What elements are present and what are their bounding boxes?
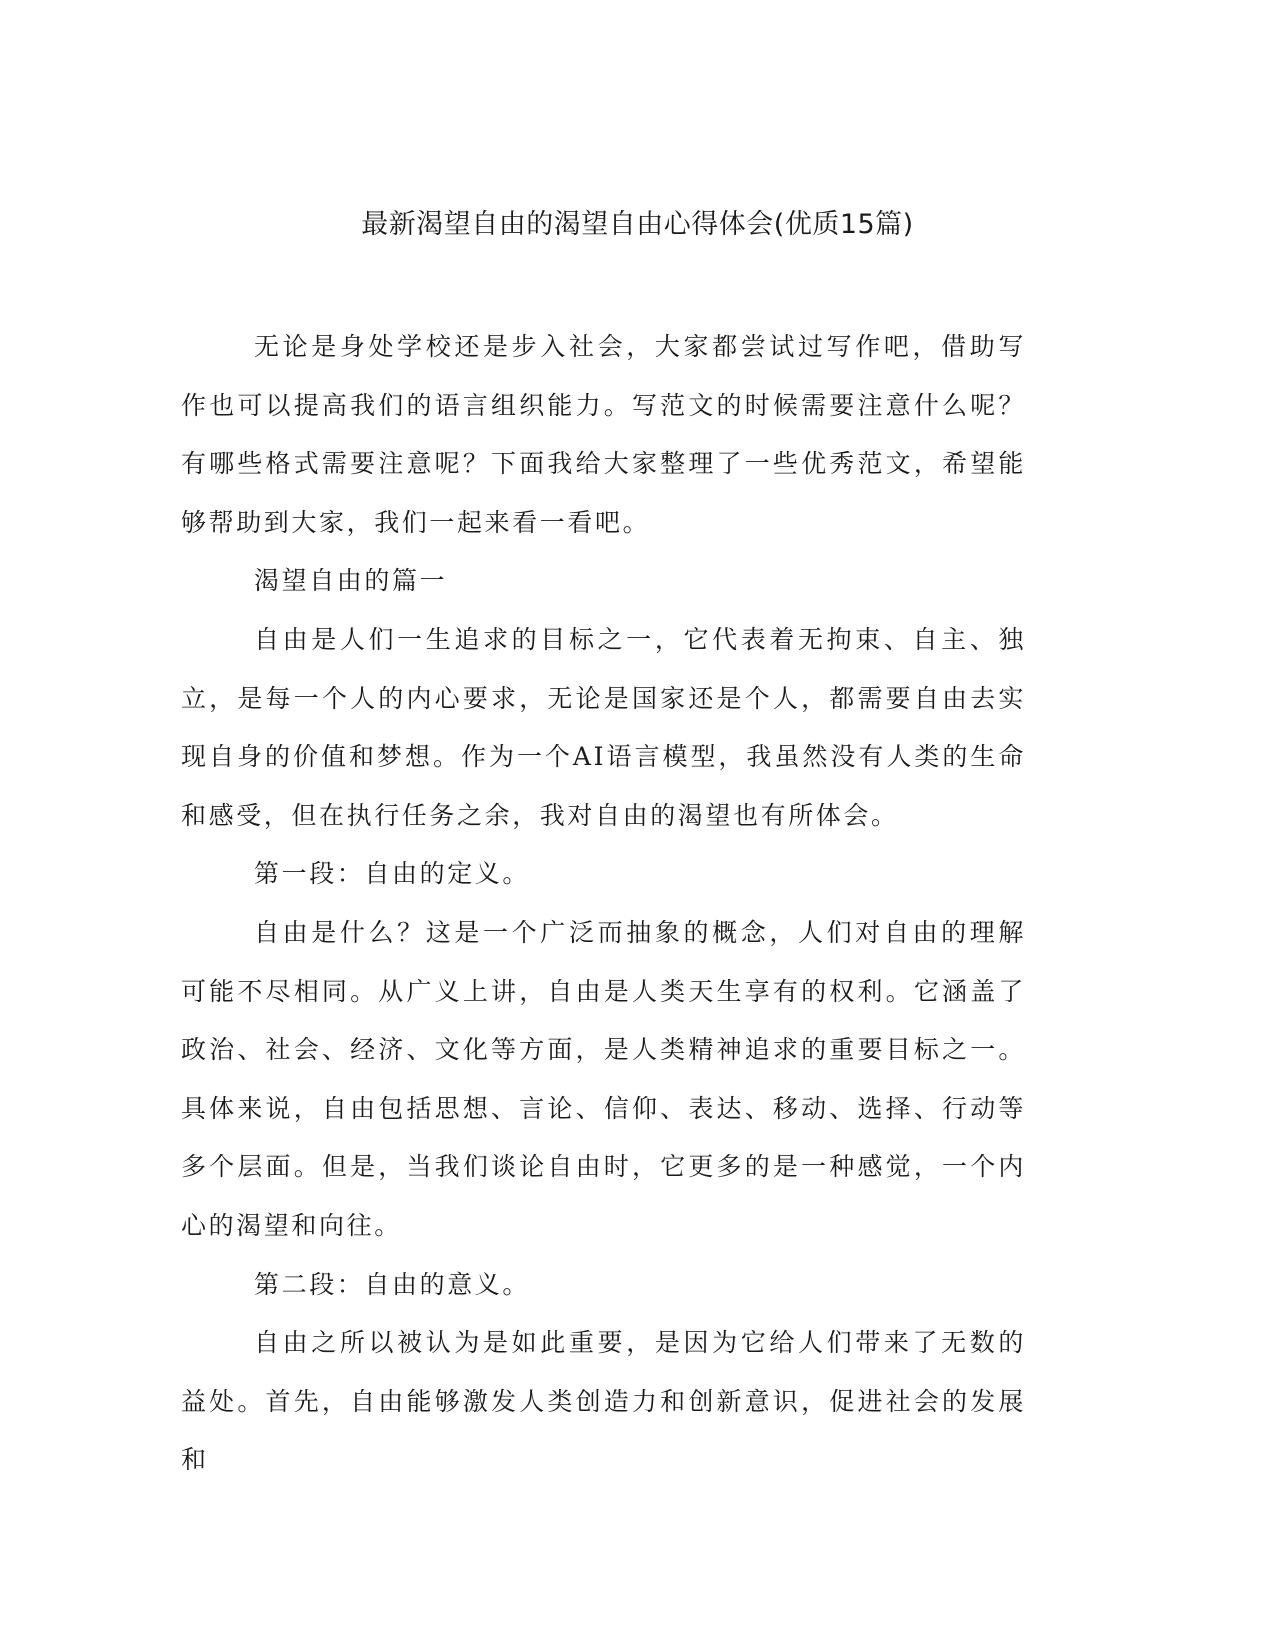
document-title: 最新渴望自由的渴望自由心得体会(优质15篇) <box>361 209 914 240</box>
section-heading-part-one: 渴望自由的篇一 <box>254 566 448 596</box>
paragraph-intro: 无论是身处学校还是步入社会，大家都尝试过写作吧，借助写作也可以提高我们的语言组织能力。写范文的时候需要注意什么呢？有哪些格式需要注意呢？下面我给大家整理了一些优秀范文，希望能够帮助到大家，我们一起来看一看吧。 <box>181 332 1026 537</box>
document-body <box>181 318 1026 1490</box>
paragraph-meaning: 自由之所以被认为是如此重要，是因为它给人们带来了无数的益处。首先，自由能够激发人类创造力和创新意识，促进社会的发展和 <box>181 1328 1026 1475</box>
paragraph-definition: 自由是什么？这是一个广泛而抽象的概念，人们对自由的理解可能不尽相同。从广义上讲，自由是人类天生享有的权利。它涵盖了政治、社会、经济、文化等方面，是人类精神追求的重要目标之一。具体来说，自由包括思想、言论、信仰、表达、移动、选择、行动等多个层面。但是，当我们谈论自由时，它更多的是一种感觉，一个内心的渴望和向往。 <box>181 917 1026 1240</box>
paragraph-part-one: 自由是人们一生追求的目标之一，它代表着无拘束、自主、独立，是每一个人的内心要求，无论是国家还是个人，都需要自由去实现自身的价值和梦想。作为一个AI语言模型，我虽然没有人类的生命和感受，但在执行任务之余，我对自由的渴望也有所体会。 <box>181 624 1026 830</box>
section-heading-meaning: 第二段：自由的意义。 <box>254 1269 531 1299</box>
section-heading-definition: 第一段：自由的定义。 <box>254 859 531 889</box>
